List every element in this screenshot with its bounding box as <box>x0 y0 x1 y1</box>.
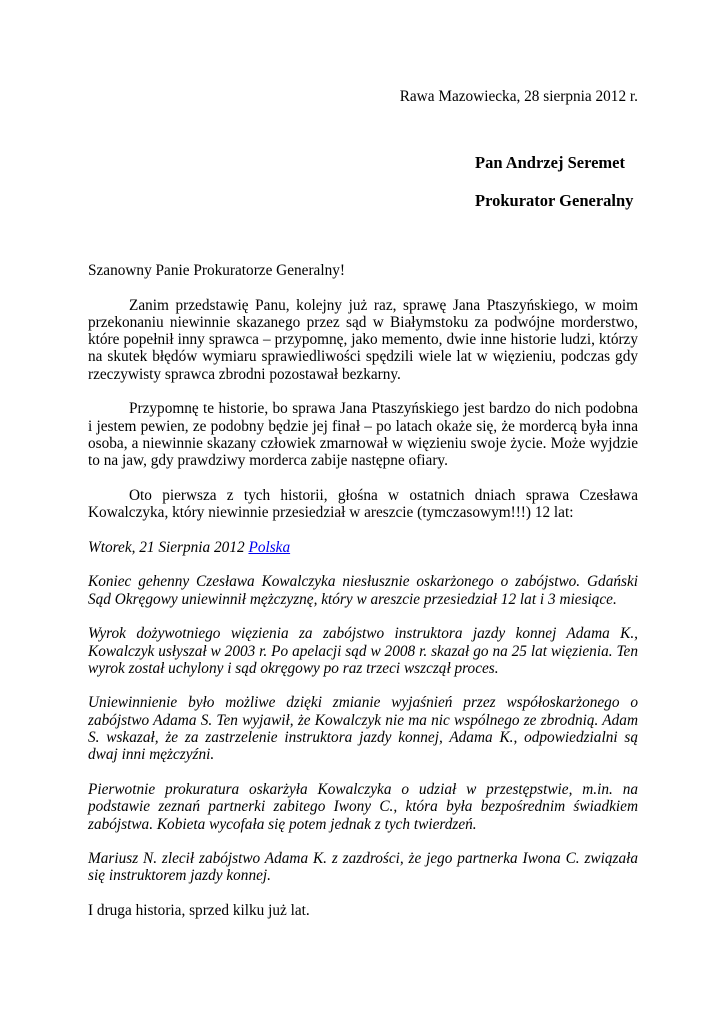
quote-dateline <box>88 539 638 556</box>
salutation: Szanowny Panie Prokuratorze Generalny! <box>88 262 345 279</box>
quote-paragraph: Mariusz N. zlecił zabójstwo Adama K. z zazdrości, że jego partnerka Iwona C. związała się instruktorem jazdy konnej. <box>88 850 638 885</box>
quote-paragraph: Koniec gehenny Czesława Kowalczyka niesłusznie oskarżonego o zabójstwo. Gdański Sąd Okręgowy uniewinnił mężczyznę, który w areszcie przesiedział 12 lat i 3 miesiące. <box>88 573 638 608</box>
quote-paragraph: Uniewinnienie było możliwe dzięki zmianie wyjaśnień przez współoskarżonego o zabójstwo Adama S. Ten wyjawił, że Kowalczyk nie ma nic wspólnego ze zbrodnią. Adam S. wskazał, że za zastrzelenie instruktora jazdy konnej, Adama K., odpowiedzialni są dwaj inni mężczyźni. <box>88 694 638 764</box>
source-link[interactable]: Polska <box>248 538 291 556</box>
paragraph: Przypomnę te historie, bo sprawa Jana Ptaszyńskiego jest bardzo do nich podobna i jestem pewien, ze podobny będzie jej finał – po latach okaże się, że mordercą była inna osoba, a niewinnie skazany człowiek zmarnował w więzieniu swoje życie. Może wyjdzie to na jaw, gdy prawdziwy morderca zabije następne ofiary. <box>88 400 638 470</box>
quote-paragraph: Pierwotnie prokuratura oskarżyła Kowalczyka o udział w przestępstwie, m.in. na podstawie zeznań partnerki zabitego Iwony C., która była bezpośrednim świadkiem zabójstwa. Kobieta wycofała się potem jednak z tych twierdzeń. <box>88 780 638 833</box>
closing-line: I druga historia, sprzed kilku już lat. <box>88 901 310 919</box>
quote-paragraph: Wyrok dożywotniego więzienia za zabójstwo instruktora jazdy konnej Adama K., Kowalczyk usłyszał w 2003 r. Po apelacji sąd w 2008 r. skazał go na 25 lat więzienia. Ten wyrok został uchylony i sąd okręgowy po raz trzeci wszczął proces. <box>88 625 638 677</box>
paragraph: Zanim przedstawię Panu, kolejny już raz, sprawę Jana Ptaszyńskiego, w moim przekonaniu niewinnie skazanego przez sąd w Białymstoku za podwójne morderstwo, które popełnił inny sprawca – przypomnę, jako memento, dwie inne historie ludzi, którzy na skutek błędów wymiaru sprawiedliwości spędzili wiele lat w więzieniu, podczas gdy rzeczywisty sprawca zbrodni pozostawał bezkarny. <box>88 296 638 383</box>
addressee-title: Prokurator Generalny <box>475 191 634 210</box>
place-date: Rawa Mazowiecka, 28 sierpnia 2012 r. <box>399 88 638 105</box>
paragraph: Oto pierwsza z tych historii, głośna w ostatnich dniach sprawa Czesława Kowalczyka, który niewinnie przesiedział w areszcie (tymczasowym!!!) 12 lat: <box>88 486 638 522</box>
dateline-text: Wtorek, 21 Sierpnia 2012 <box>88 538 245 556</box>
addressee-name: Pan Andrzej Seremet <box>475 153 625 172</box>
letter-body <box>88 262 638 937</box>
